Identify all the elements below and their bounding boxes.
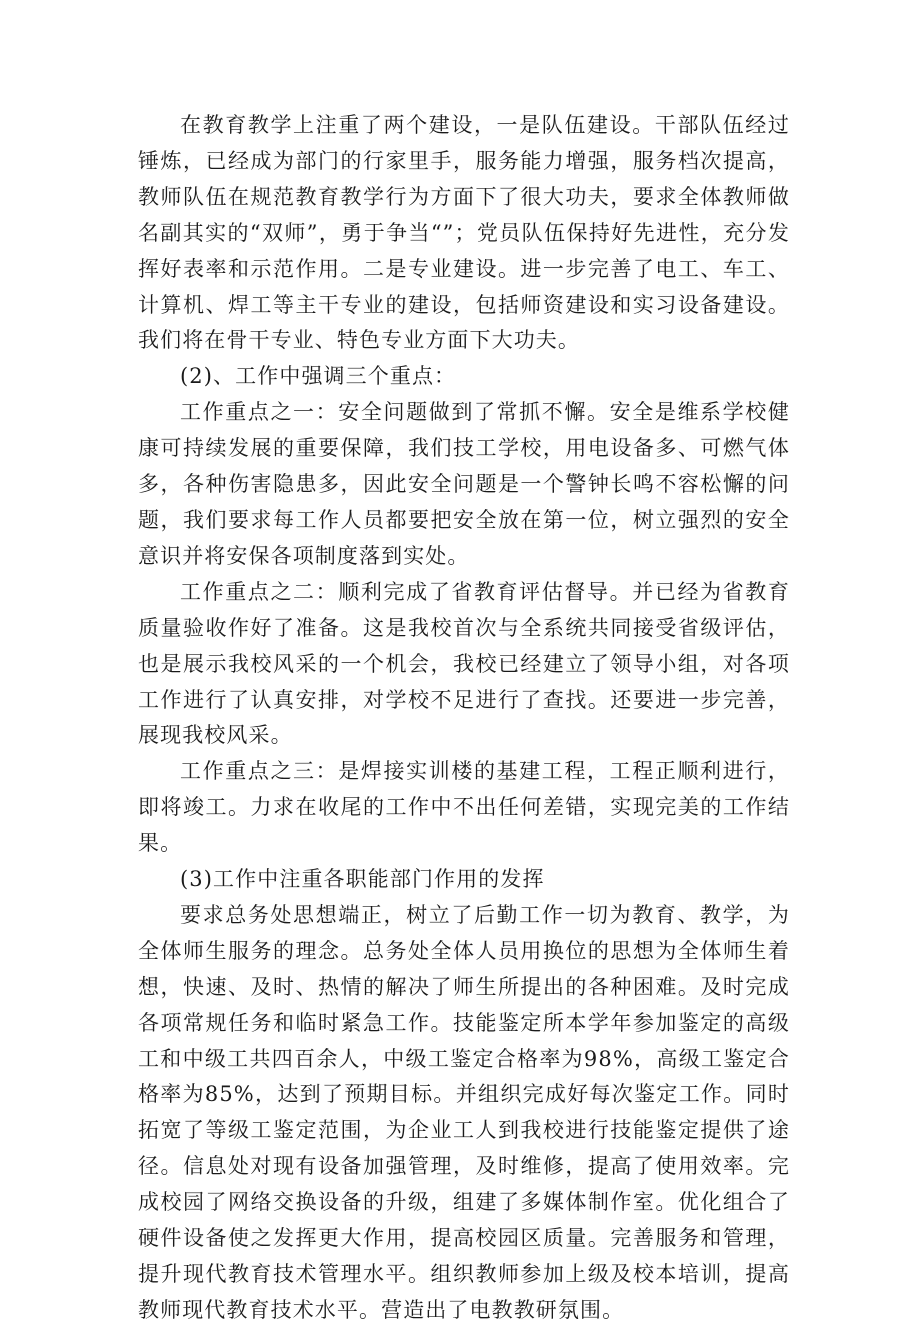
heading-three-key-points: (2)、工作中强调三个重点： (180, 364, 457, 389)
paragraph-team-building: 在教育教学上注重了两个建设，一是队伍建设。干部队伍经过锤炼，已经成为部门的行家里手，服务能力增强，服务档次提高，教师队伍在规范教育教学行为方面下了很大功夫，要求全体教师做名副其实的“双师”，勇于争当“”；党员队伍保持好先进性，充分发挥好表率和示范作用。二是专业建设。进一步完善了电工、车工、计算机、焊工等主干专业的建设，包括师资建设和实习设备建设。我们将在骨干专业、特色专业方面下大功夫。 (138, 113, 790, 353)
paragraph-department-roles: 要求总务处思想端正，树立了后勤工作一切为教育、教学，为全体师生服务的理念。总务处全体人员用换位的思想为全体师生着想，快速、及时、热情的解决了师生所提出的各种困难。及时完成各项常规任务和临时紧急工作。技能鉴定所本学年参加鉴定的高级工和中级工共四百余人，中级工鉴定合格率为98%，高级工鉴定合格率为85%，达到了预期目标。并组织完成好每次鉴定工作。同时拓宽了等级工鉴定范围，为企业工人到我校进行技能鉴定提供了途径。信息处对现有设备加强管理，及时维修，提高了使用效率。完成校园了网络交换设备的升级，组建了多媒体制作室。优化组合了硬件设备使之发挥更大作用，提高校园区质量。完善服务和管理，提升现代教育技术管理水平。组织教师参加上级及校本培训，提高教师现代教育技术水平。营造出了电教教研氛围。 (138, 902, 790, 1322)
paragraph-key-point-three: 工作重点之三：是焊接实训楼的基建工程，工程正顺利进行，即将竣工。力求在收尾的工作中不出任何差错，实现完美的工作结果。 (138, 759, 790, 856)
heading-department-roles: (3)工作中注重各职能部门作用的发挥 (180, 867, 545, 892)
paragraph-key-point-one: 工作重点之一：安全问题做到了常抓不懈。安全是维系学校健康可持续发展的重要保障，我们技工学校，用电设备多、可燃气体多，各种伤害隐患多，因此安全问题是一个警钟长鸣不容松懈的问题，我们要求每工作人员都要把安全放在第一位，树立强烈的安全意识并将安保各项制度落到实处。 (138, 400, 790, 568)
paragraph-key-point-two: 工作重点之二：顺利完成了省教育评估督导。并已经为省教育质量验收作好了准备。这是我校首次与全系统共同接受省级评估，也是展示我校风采的一个机会，我校已经建立了领导小组，对各项工作进行了认真安排，对学校不足进行了查找。还要进一步完善，展现我校风采。 (138, 579, 790, 748)
document-page (138, 108, 790, 1329)
